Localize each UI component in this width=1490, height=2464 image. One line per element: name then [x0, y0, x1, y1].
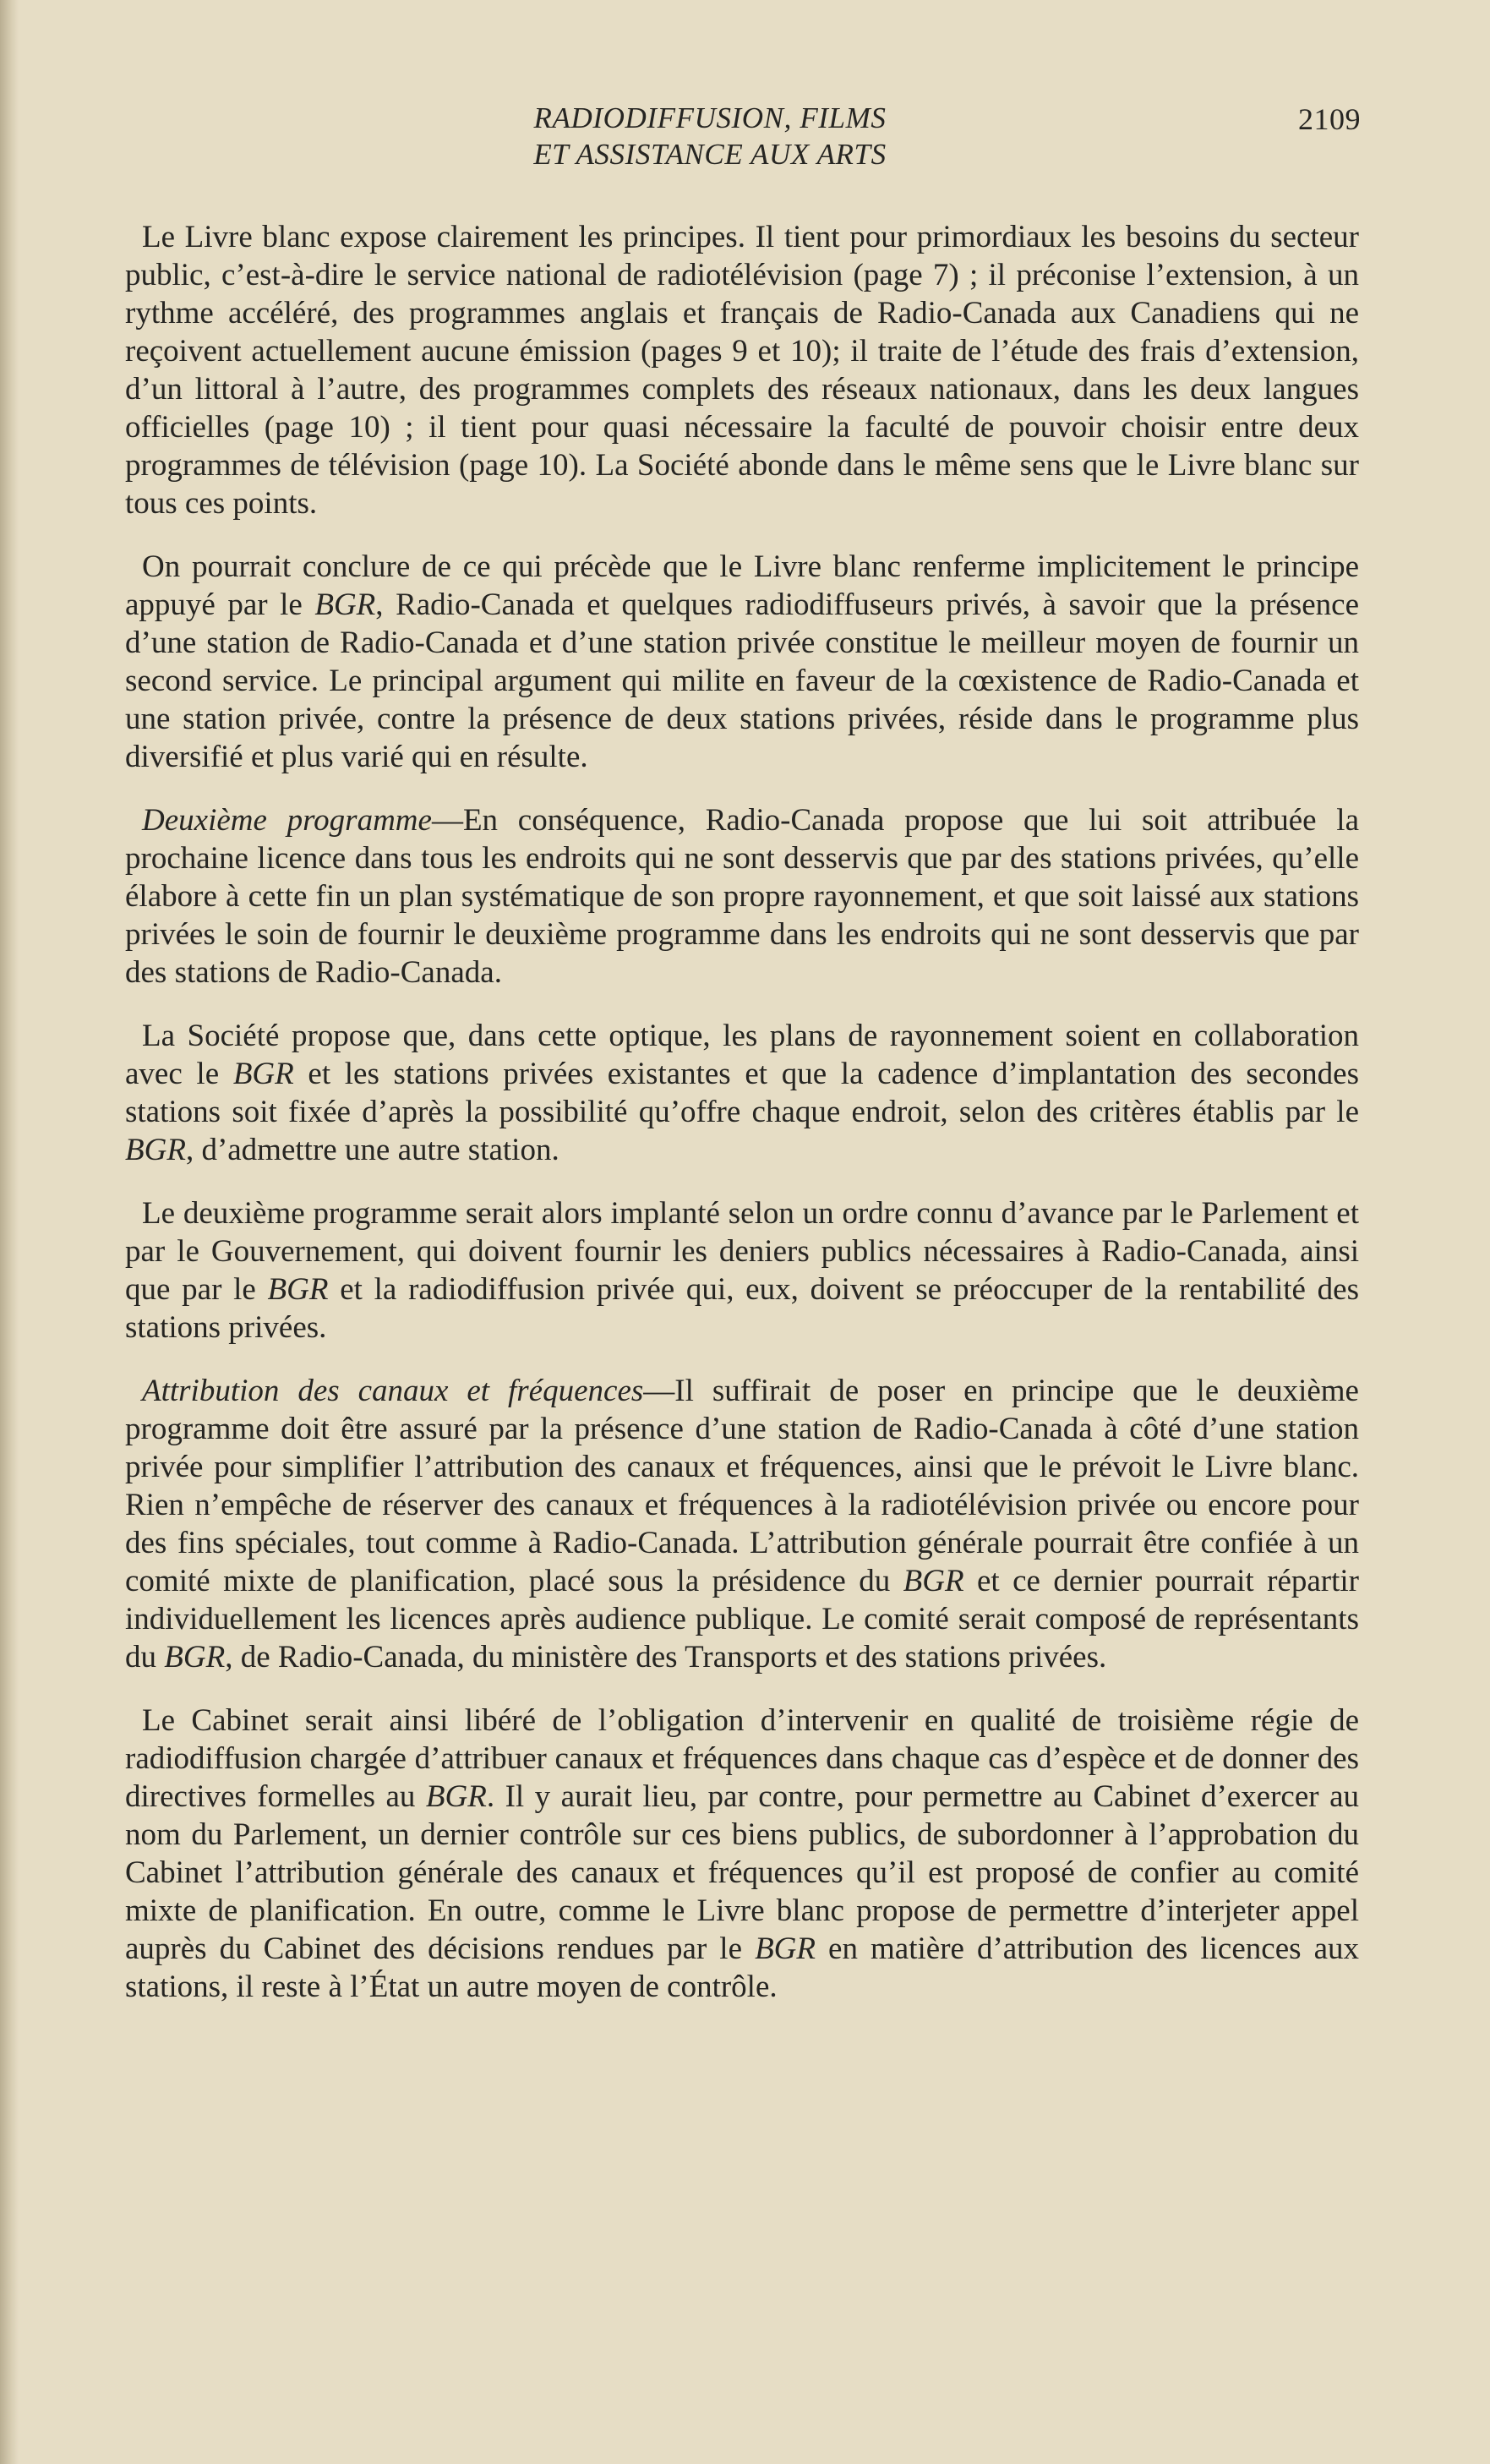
paragraph-p1 [125, 218, 1359, 522]
paragraph-text: Le deuxième programme serait alors implanté selon un ordre connu d’avance par le Parlement et par le Gouvernement, qui doivent fournir les deniers publics nécessaires à Radio-Canada, ainsi que par le [125, 1196, 1359, 1307]
paragraph-text: et ce dernier pourrait répartir individuellement les licences après audience publique. Le comité serait composé de représentants du [125, 1564, 1359, 1675]
running-head [473, 100, 947, 172]
paragraph-text: —Il suffirait de poser en principe que le deuxième programme doit être assuré par la présence d’une station de Radio-Canada à côté d’une station privée pour simplifier l’attribution des canaux et fréquences, ainsi que le prévoit le Livre blanc. Rien n’empêche de réserver des canaux et fréquences à la radiotélévision privée ou encore pour des fins spéciales, tout comme à Radio-Canada. L’attribution générale pourrait être confiée à un comité mixte de planification, placé sous la présidence du [125, 1374, 1359, 1598]
paragraph-text: , de Radio-Canada, du ministère des Transports et des stations privées. [225, 1640, 1107, 1675]
paragraph-text: , d’admettre une autre station. [185, 1133, 559, 1167]
body-text [125, 218, 1359, 2031]
italic-text: BGR [903, 1564, 964, 1598]
paragraph-p5 [125, 1194, 1359, 1347]
paragraph-text: . Il y aurait lieu, par contre, pour permettre au Cabinet d’exercer au nom du Parlement, un dernier contrôle sur ces biens publics, de subordonner à l’approbation du Cabinet l’attribution générale des canaux et fréquences qu’il est proposé de confier au comité mixte de planification. En outre, comme le Livre blanc propose de permettre d’interjeter appel auprès du Cabinet des décisions rendues par le [125, 1779, 1359, 1966]
running-head-line-1: RADIODIFFUSION, FILMS [533, 101, 887, 134]
italic-text: BGR [267, 1272, 329, 1307]
paragraph-text: Le Livre blanc expose clairement les principes. Il tient pour primordiaux les besoins du secteur public, c’est-à-dire le service national de radiotélévision (page 7) ; il préconise l’extension, à un rythme accéléré, des programmes anglais et français de Radio-Canada aux Canadiens qui ne reçoivent actuellement aucune émission (pages 9 et 10); il traite de l’étude des frais d’extension, d’un littoral à l’autre, des programmes complets des réseaux nationaux, dans les deux langues officielles (page 10) ; il tient pour quasi nécessaire la faculté de pouvoir choisir entre deux programmes de télévision (page 10). La Société abonde dans le même sens que le Livre blanc sur tous ces points. [125, 220, 1359, 521]
paragraph-p7 [125, 1702, 1359, 2006]
italic-text: BGR [232, 1057, 294, 1091]
section-heading: Deuxième programme [142, 803, 432, 838]
running-head-line-2: ET ASSISTANCE AUX ARTS [533, 138, 887, 171]
paragraph-text: On pourrait conclure de ce qui précède que le Livre blanc renferme implicitement le principe appuyé par le [125, 549, 1359, 622]
paragraph-text: et la radiodiffusion privée qui, eux, doivent se préoccuper de la rentabilité des stations privées. [125, 1272, 1359, 1345]
section-heading: Attribution des canaux et fréquences [142, 1374, 644, 1408]
paragraph-p4 [125, 1017, 1359, 1169]
paragraph-text: Le Cabinet serait ainsi libéré de l’obligation d’intervenir en qualité de troisième régie de radiodiffusion chargée d’attribuer canaux et fréquences dans chaque cas d’espèce et de donner des directives formelles au [125, 1703, 1359, 1814]
italic-text: BGR [314, 587, 376, 622]
paragraph-text: , Radio-Canada et quelques radiodiffuseurs privés, à savoir que la présence d’une station de Radio-Canada et d’une station privée constitue le meilleur moyen de fournir un second service. Le principal argument qui milite en faveur de la cœxistence de Radio-Canada et une station privée, contre la présence de deux stations privées, réside dans le programme plus diversifié et plus varié qui en résulte. [125, 587, 1359, 774]
italic-text: BGR [755, 1931, 816, 1966]
italic-text: BGR [425, 1779, 487, 1814]
italic-text: BGR [125, 1133, 186, 1167]
paragraph-text: en matière d’attribution des licences aux stations, il reste à l’État un autre moyen de contrôle. [125, 1931, 1359, 2004]
paragraph-text: et les stations privées existantes et que la cadence d’implantation des secondes stations soit fixée d’après la possibilité qu’offre chaque endroit, selon des critères établis par le [125, 1057, 1359, 1129]
paragraph-text: La Société propose que, dans cette optique, les plans de rayonnement soient en collaboration avec le [125, 1019, 1359, 1091]
paragraph-text: —En conséquence, Radio-Canada propose que lui soit attribuée la prochaine licence dans tous les endroits qui ne sont desservis que par des stations privées, qu’elle élabore à cette fin un plan systématique de son propre rayonnement, et que soit laissé aux stations privées le soin de fournir le deuxième programme dans les endroits qui ne sont desservis que par des stations de Radio-Canada. [125, 803, 1359, 990]
paragraph-p3 [125, 801, 1359, 992]
paragraph-p6 [125, 1372, 1359, 1676]
paragraph-p2 [125, 548, 1359, 776]
page-number: 2109 [1298, 102, 1361, 136]
italic-text: BGR [164, 1640, 226, 1675]
